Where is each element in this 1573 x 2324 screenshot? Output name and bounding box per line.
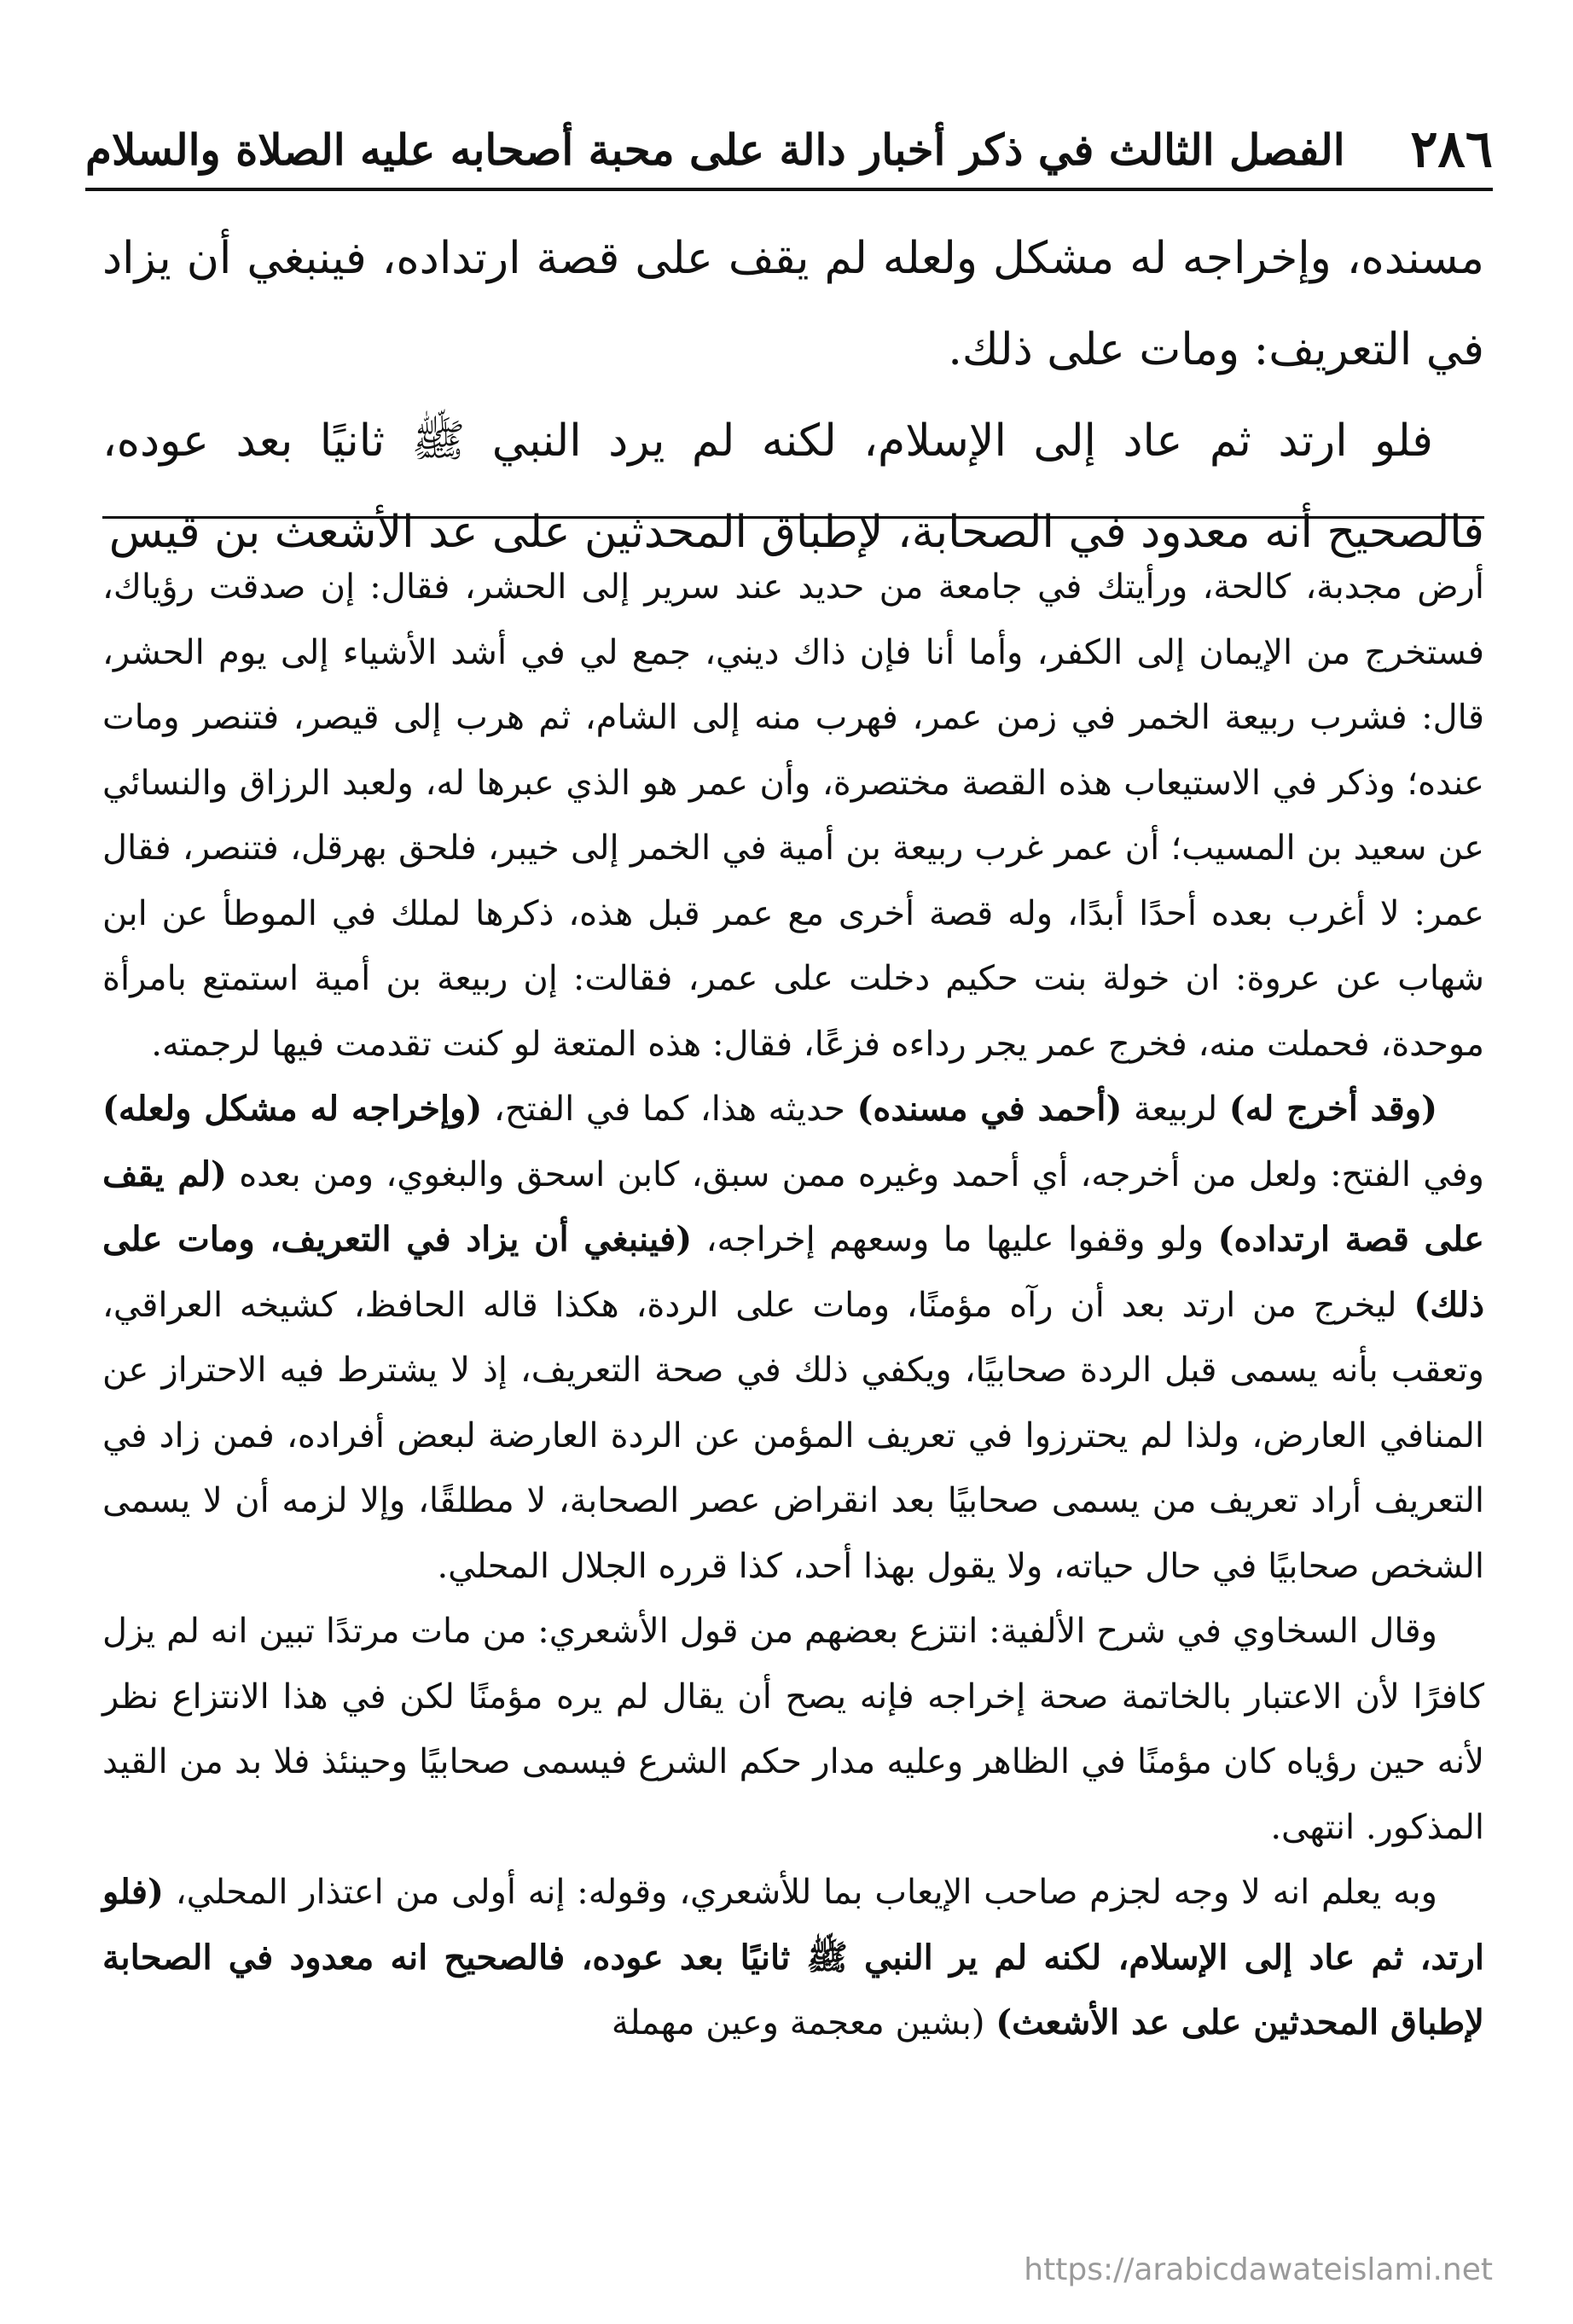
commentary-span: حديثه هذا، كما في الفتح،	[482, 1089, 857, 1129]
commentary-span: ولو وقفوا عليها ما وسعهم إخراجه،	[692, 1220, 1218, 1259]
commentary-text	[102, 555, 1484, 2056]
page-header	[85, 111, 1493, 191]
commentary-paragraph-2	[102, 1077, 1484, 1599]
quoted-phrase: (فلو ارتد، ثم عاد إلى الإسلام، لكنه لم ير النبي ﷺ ثانيًا بعد عوده، فالصحيح انه معدود في الصحابة لإطباق المحدثين على عد الأشعث)	[102, 1872, 1484, 2042]
quoted-phrase: (أحمد في مسنده)	[856, 1089, 1123, 1129]
quoted-phrase: (وقد أخرج له)	[1228, 1089, 1437, 1129]
page-number: ٢٨٦	[1410, 119, 1493, 179]
separator-rule	[102, 516, 1484, 519]
commentary-span: لربيعة	[1122, 1089, 1229, 1129]
quoted-phrase: (وإخراجه له مشكل ولعله)	[102, 1089, 483, 1129]
commentary-span: وفي الفتح: ولعل من أخرجه، أي أحمد وغيره ممن سبق، كابن اسحق والبغوي، ومن بعده	[226, 1154, 1484, 1194]
commentary-span: وبه يعلم انه لا وجه لجزم صاحب الإيعاب بما للأشعري، وقوله: إنه أولى من اعتذار المحلي،	[163, 1873, 1437, 1912]
watermark-url: https://arabicdawateislami.net	[1024, 2252, 1493, 2287]
main-text-paragraph-2: فلو ارتد ثم عاد إلى الإسلام، لكنه لم يرد النبي ﷺ ثانيًا بعد عوده، فالصحيح أنه معدود في الصحابة، لإطباق المحدثين على عد الأشعث بن قيس	[102, 415, 1484, 558]
chapter-title: الفصل الثالث في ذكر أخبار دالة على محبة أصحابه عليه الصلاة والسلام	[85, 124, 1345, 175]
quoted-phrase: (فينبغي أن يزاد في التعريف، ومات على ذلك)	[102, 1219, 1485, 1325]
quoted-phrase: (لم يقف على قصة ارتداده)	[102, 1153, 1485, 1259]
main-text	[102, 213, 1484, 578]
commentary-span: ليخرج من ارتد بعد أن رآه مؤمنًا، ومات على الردة، هكذا قاله الحافظ، كشيخه العراقي، وتعقب بأنه يسمى قبل الردة صحابيًا، ويكفي ذلك في صحة التعريف، إذ لا يشترط فيه الاحتراز عن المنافي العارض، ولذا لم يحترزوا في تعريف المؤمن عن الردة العارضة لبعض أفراده، فمن زاد في التعريف أراد تعريف من يسمى صحابيًا بعد انقراض عصر الصحابة، لا مطلقًا، وإلا لزمه أن لا يسمى الشخص صحابيًا في حال حياته، ولا يقول بهذا أحد، كذا قرره الجلال المحلي.	[102, 1285, 1484, 1586]
commentary-span: (بشين معجمة وعين مهملة	[611, 2003, 996, 2042]
commentary-paragraph-4	[102, 1860, 1484, 2056]
commentary-paragraph-1: أرض مجدبة، كالحة، ورأيتك في جامعة من حديد عند سرير إلى الحشر، فقال: إن صدقت رؤياك، فستخرج من الإيمان إلى الكفر، وأما أنا فإن ذاك ديني، جمع لي في أشد الأشياء إلى يوم الحشر، قال: فشرب ربيعة الخمر في زمن عمر، فهرب منه إلى الشام، ثم هرب إلى قيصر، فتنصر ومات عنده؛ وذكر في الاستيعاب هذه القصة مختصرة، وأن عمر هو الذي عبرها له، ولعبد الرزاق والنسائي عن سعيد بن المسيب؛ أن عمر غرب ربيعة بن أمية في الخمر إلى خيبر، فلحق بهرقل، فتنصر، فقال عمر: لا أغرب بعده أحدًا أبدًا، وله قصة أخرى مع عمر قبل هذه، ذكرها لملك في الموطأ عن ابن شهاب عن عروة: ان خولة بنت حكيم دخلت على عمر، فقالت: إن ربيعة بن أمية استمتع بامرأة موحدة، فحملت منه، فخرج عمر يجر رداءه فزعًا، فقال: هذه المتعة لو كنت تقدمت فيها لرجمته.	[102, 567, 1484, 1064]
main-text-paragraph-1: مسنده، وإخراجه له مشكل ولعله لم يقف على قصة ارتداده، فينبغي أن يزاد في التعريف: ومات على ذلك.	[102, 233, 1484, 375]
commentary-paragraph-3: وقال السخاوي في شرح الألفية: انتزع بعضهم من قول الأشعري: من مات مرتدًا تبين انه لم يزل كافرًا لأن الاعتبار بالخاتمة صحة إخراجه فإنه يصح أن يقال لم يره مؤمنًا لكن في هذا الانتزاع نظر لأنه حين رؤياه كان مؤمنًا في الظاهر وعليه مدار حكم الشرع فيسمى صحابيًا وحينئذ فلا بد من القيد المذكور. انتهى.	[102, 1612, 1484, 1847]
